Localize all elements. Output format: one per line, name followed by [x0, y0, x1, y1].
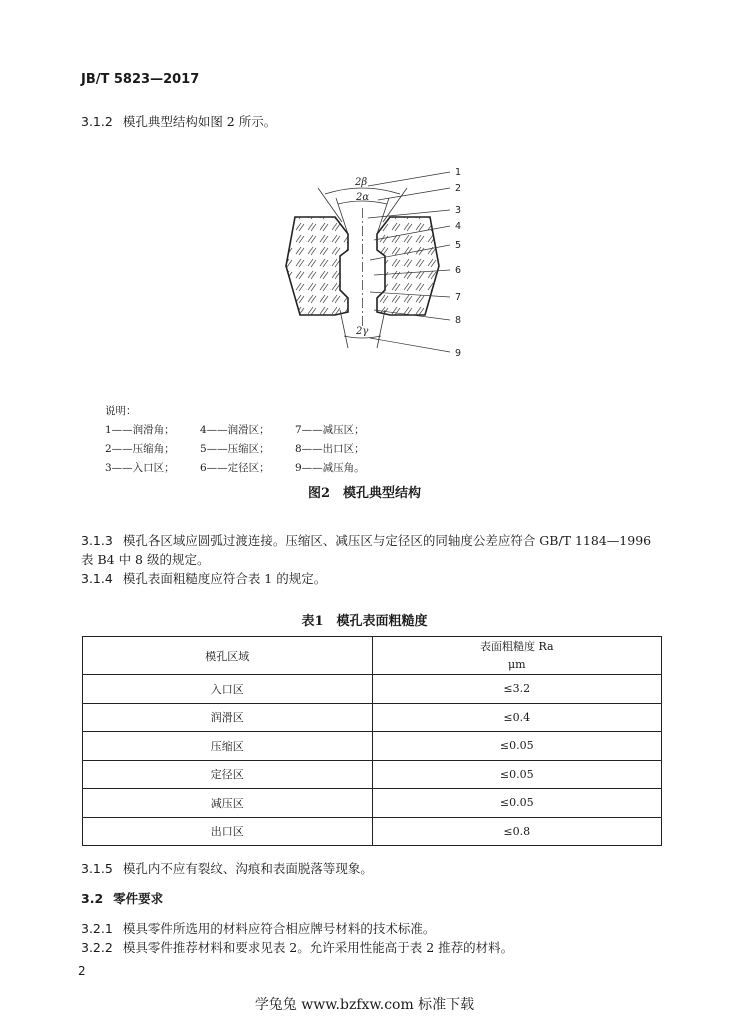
- clause-text: 模孔内不应有裂纹、沟痕和表面脱落等现象。: [122, 861, 373, 876]
- table-row: [83, 703, 662, 732]
- table-row: [83, 817, 662, 846]
- section-title: 零件要求: [113, 891, 164, 906]
- clause-text: 模孔表面粗糙度应符合表 1 的规定。: [122, 571, 327, 586]
- callout-4: 4: [455, 221, 462, 232]
- legend-item: 8——出口区；: [295, 443, 365, 455]
- angle-label-2alpha: 2α: [356, 192, 370, 203]
- value-cell: ≤0.8: [372, 817, 662, 846]
- clause-3-2-1: [81, 919, 435, 937]
- legend-item: 3——入口区；: [105, 462, 175, 474]
- value-cell: ≤0.05: [372, 732, 662, 761]
- legend-item: 4——润滑区；: [200, 424, 270, 436]
- clause-3-1-3: [81, 531, 651, 549]
- value-cell: ≤0.05: [372, 760, 662, 789]
- legend-item: 1——润滑角；: [105, 424, 175, 436]
- legend-item: 2——压缩角；: [105, 443, 175, 455]
- callout-6: 6: [455, 265, 462, 276]
- die-hole-figure: [270, 160, 490, 365]
- clause-3-1-3-continuation: 表 B4 中 8 级的规定。: [81, 552, 210, 567]
- clause-number: 3.2.1: [81, 921, 113, 936]
- clause-number: 3.1.5: [81, 861, 113, 876]
- clause-text: 模具零件所选用的材料应符合相应牌号材料的技术标准。: [122, 921, 436, 936]
- value-cell: ≤0.4: [372, 703, 662, 732]
- table-row: [83, 732, 662, 761]
- clause-number: 3.1.3: [81, 533, 113, 548]
- table-header-row: [83, 637, 662, 675]
- table-row: [83, 760, 662, 789]
- clause-text: 模具零件推荐材料和要求见表 2。允许采用性能高于表 2 推荐的材料。: [122, 940, 514, 955]
- header-roughness: [372, 637, 662, 675]
- zone-cell: 出口区: [83, 817, 373, 846]
- clause-number: 3.2: [81, 891, 104, 906]
- callout-2: 2: [455, 183, 462, 194]
- clause-text: 模孔各区域应圆弧过渡连接。压缩区、减压区与定径区的同轴度公差应符合 GB/T 1184—1996: [122, 533, 652, 548]
- callout-5: 5: [455, 240, 462, 251]
- clause-text: 模孔典型结构如图 2 所示。: [122, 114, 277, 129]
- die-left-section: [286, 217, 348, 315]
- table-title: 表1 模孔表面粗糙度: [301, 614, 428, 629]
- callout-9: 9: [455, 348, 462, 359]
- clause-3-2-2: [81, 938, 513, 956]
- legend-item: 9——减压角。: [295, 462, 365, 474]
- zone-cell: 定径区: [83, 760, 373, 789]
- page-number: 2: [78, 964, 86, 978]
- table-row: [83, 789, 662, 818]
- zone-cell: 润滑区: [83, 703, 373, 732]
- roughness-table: [82, 636, 662, 846]
- legend-item: 7——减压区；: [295, 424, 365, 436]
- header-zone: 模孔区域: [83, 637, 373, 675]
- standard-code: JB/T 5823—2017: [81, 72, 200, 87]
- table-row: [83, 675, 662, 704]
- legend-item: 6——定径区；: [200, 462, 270, 474]
- legend-title: 说明：: [105, 405, 137, 417]
- zone-cell: 减压区: [83, 789, 373, 818]
- figure-caption: 图2 模孔典型结构: [307, 486, 422, 501]
- callout-3: 3: [455, 205, 462, 216]
- section-3-2-heading: [81, 889, 163, 907]
- clause-3-1-5: [81, 859, 373, 877]
- callout-8: 8: [455, 315, 462, 326]
- header-roughness-label: 表面粗糙度 Ra: [479, 639, 554, 653]
- value-cell: ≤3.2: [372, 675, 662, 704]
- zone-cell: 入口区: [83, 675, 373, 704]
- callout-7: 7: [455, 292, 462, 303]
- die-right-section: [377, 217, 439, 315]
- clause-number: 3.1.2: [81, 114, 113, 129]
- clause-number: 3.2.2: [81, 940, 113, 955]
- angle-label-2gamma: 2γ: [356, 326, 369, 337]
- angle-label-2beta: 2β: [355, 177, 368, 188]
- clause-number: 3.1.4: [81, 571, 113, 586]
- legend-item: 5——压缩区；: [200, 443, 270, 455]
- callout-1: 1: [455, 167, 462, 178]
- zone-cell: 压缩区: [83, 732, 373, 761]
- header-roughness-unit: μm: [507, 657, 526, 671]
- clause-3-1-2: [81, 112, 276, 130]
- clause-3-1-4: [81, 569, 326, 587]
- value-cell: ≤0.05: [372, 789, 662, 818]
- site-footer: 学兔兔 www.bzfxw.com 标准下载: [254, 997, 475, 1013]
